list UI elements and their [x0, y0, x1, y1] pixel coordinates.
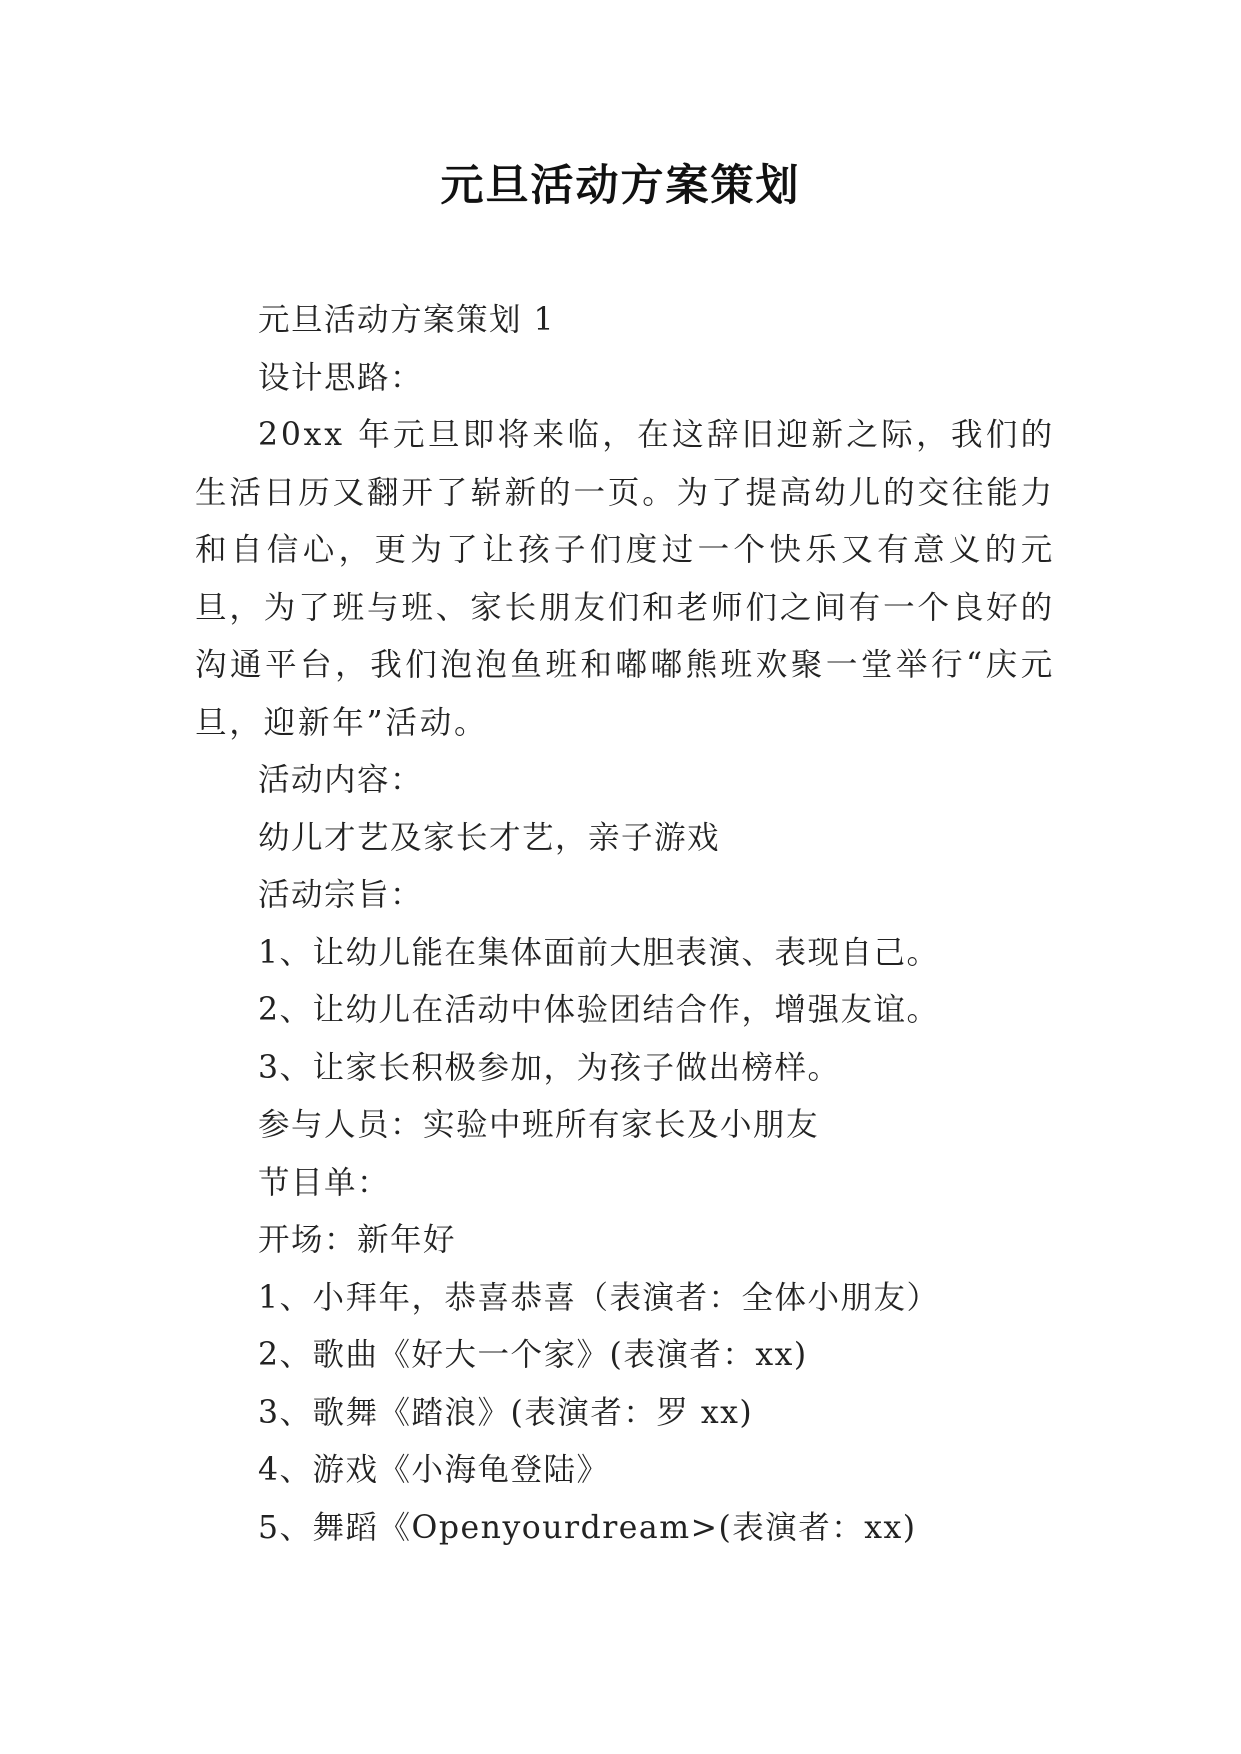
design-idea-paragraph: 20xx 年元旦即将来临，在这辞旧迎新之际，我们的生活日历又翻开了崭新的一页。为了提高幼儿的交往能力和自信心，更为了让孩子们度过一个快乐又有意义的元旦，为了班与班、家长朋友们和老师们之间有一个良好的沟通平台，我们泡泡鱼班和嘟嘟熊班欢聚一堂举行“庆元旦，迎新年”活动。: [195, 417, 1055, 741]
program-item: 5、舞蹈《Openyourdream>(表演者：xx): [258, 1509, 917, 1546]
program-item: 2、歌曲《好大一个家》(表演者：xx): [258, 1337, 808, 1373]
activity-content-text: 幼儿才艺及家长才艺，亲子游戏: [258, 819, 721, 856]
document-body: [195, 292, 1055, 1557]
purpose-item: 3、让家长积极参加，为孩子做出榜样。: [258, 1049, 841, 1086]
section-heading: 元旦活动方案策划 1: [258, 302, 556, 338]
program-item: 1、小拜年，恭喜恭喜（表演者：全体小朋友）: [258, 1279, 940, 1316]
document-title: 元旦活动方案策划: [440, 161, 801, 211]
design-idea-heading: 设计思路：: [258, 359, 424, 396]
participants-line: 参与人员：实验中班所有家长及小朋友: [258, 1107, 820, 1143]
activity-content-heading: 活动内容：: [258, 762, 424, 798]
program-heading: 节目单：: [258, 1164, 391, 1201]
activity-purpose-heading: 活动宗旨：: [258, 877, 424, 913]
program-opening: 开场：新年好: [258, 1222, 457, 1258]
purpose-item: 2、让幼儿在活动中体验团结合作，增强友谊。: [258, 992, 940, 1028]
program-item: 4、游戏《小海龟登陆》: [258, 1452, 610, 1488]
purpose-item: 1、让幼儿能在集体面前大胆表演、表现自己。: [258, 934, 940, 971]
program-item: 3、歌舞《踏浪》(表演者：罗 xx): [258, 1394, 754, 1431]
